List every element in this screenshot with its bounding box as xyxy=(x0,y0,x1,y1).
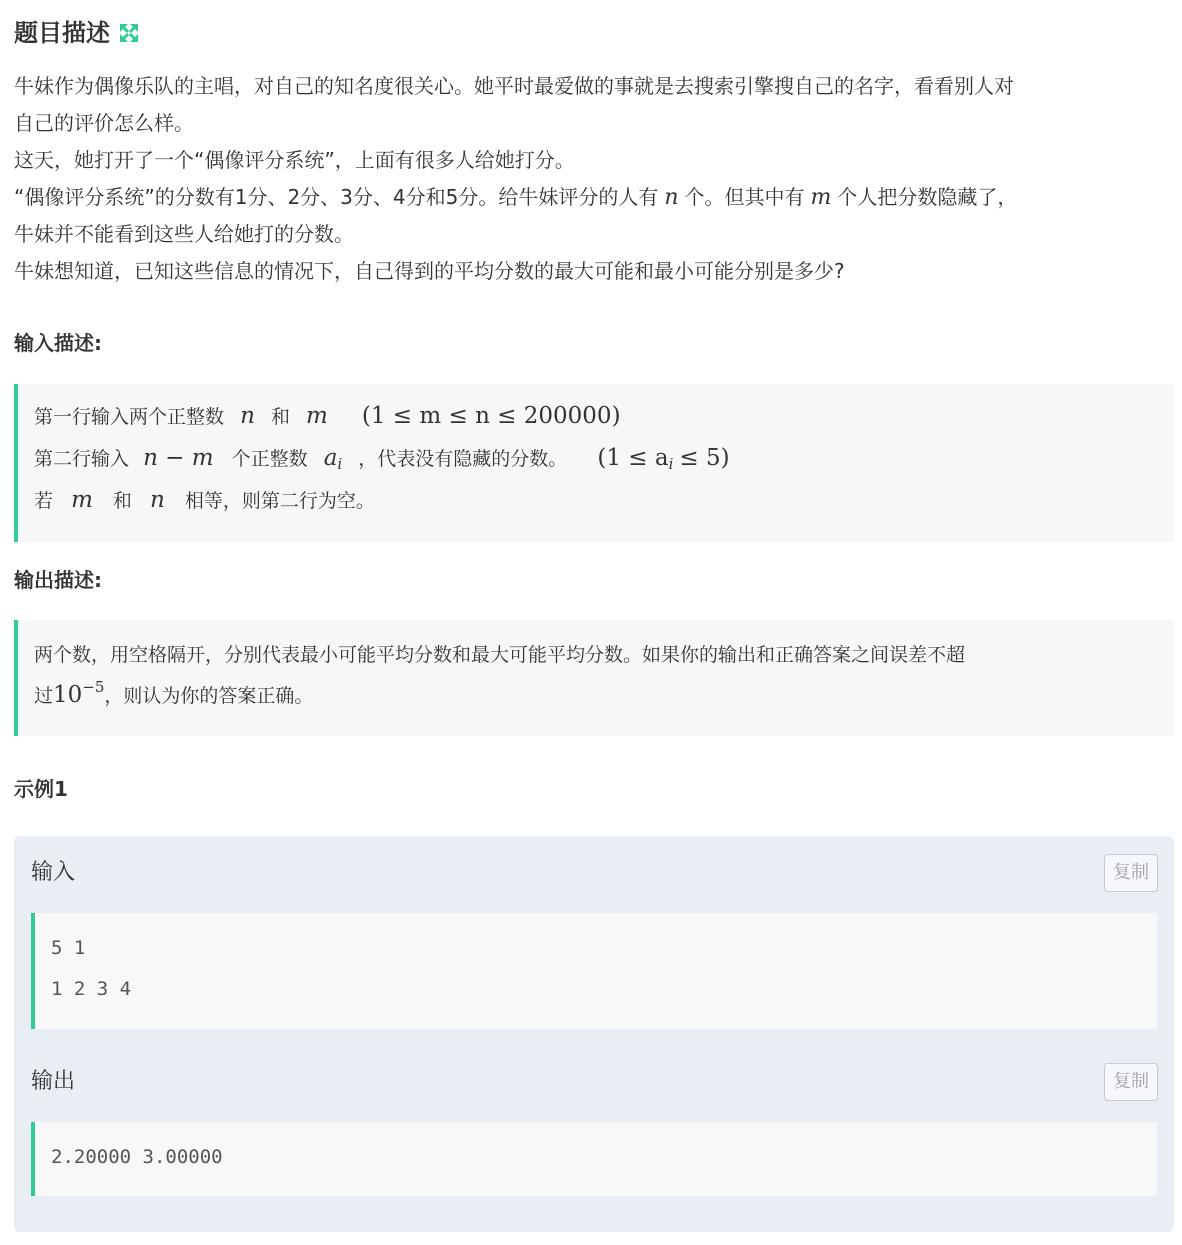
input-description-title: 输入描述: xyxy=(14,331,102,355)
input-text: 个正整数 xyxy=(231,448,308,470)
output-text: ，则认为你的答案正确。 xyxy=(104,685,314,707)
copy-input-button[interactable]: 复制 xyxy=(1104,854,1158,892)
desc-line: 自己的评价怎么样。 xyxy=(14,111,194,135)
input-line-3 xyxy=(34,486,375,513)
page-title: 题目描述 xyxy=(14,19,110,47)
var-n: n xyxy=(149,487,165,513)
range-a: (1 ≤ a xyxy=(597,445,669,471)
code-line: 5 1 xyxy=(51,937,86,959)
expand-icon[interactable] xyxy=(118,22,140,44)
desc-line: 牛妹想知道，已知这些信息的情况下，自己得到的平均分数的最大可能和最小可能分别是多少? xyxy=(14,259,845,283)
var-m: m xyxy=(810,185,832,210)
output-description-title: 输出描述: xyxy=(14,568,102,592)
input-text: 和 xyxy=(112,490,132,512)
input-text: 相等，则第二行为空。 xyxy=(184,490,375,512)
range-b: ≤ 5) xyxy=(679,445,730,471)
power-base: 10 xyxy=(53,682,83,708)
var-a: a xyxy=(323,445,338,471)
desc-line: 牛妹作为偶像乐队的主唱，对自己的知名度很关心。她平时最爱做的事就是去搜索引擎搜自己的名字，看看别人对 xyxy=(14,74,1014,98)
desc-line: 牛妹并不能看到这些人给她打的分数。 xyxy=(14,222,354,246)
power-exponent: −5 xyxy=(82,678,105,696)
output-text: 过 xyxy=(34,685,54,707)
var-m: m xyxy=(71,487,93,513)
var-n: n xyxy=(240,403,255,429)
input-text: 第二行输入 xyxy=(34,448,130,470)
desc-text: 个。但其中有 xyxy=(684,185,805,209)
example-output-label: 输出 xyxy=(31,1069,76,1094)
var-a-subscript: i xyxy=(337,455,343,473)
range-a-subscript: i xyxy=(668,455,674,473)
example-output-code[interactable] xyxy=(31,1122,1157,1196)
desc-line xyxy=(14,179,1174,216)
title-row xyxy=(14,14,140,52)
code-line: 2.20000 3.00000 xyxy=(51,1146,223,1168)
input-text: 第一行输入两个正整数 xyxy=(34,406,225,428)
desc-text: 个人把分数隐藏了， xyxy=(837,185,1018,209)
code-line: 1 2 3 4 xyxy=(51,978,132,1000)
input-text: ，代表没有隐藏的分数。 xyxy=(358,448,568,470)
input-line-1 xyxy=(34,402,621,429)
input-line-2 xyxy=(34,444,730,473)
copy-output-button[interactable]: 复制 xyxy=(1104,1063,1158,1101)
problem-description xyxy=(14,68,1174,290)
example-input-label: 输入 xyxy=(31,860,76,885)
example-card xyxy=(14,836,1174,1232)
output-line-1: 两个数，用空格隔开，分别代表最小可能平均分数和最大可能平均分数。如果你的输出和正确答案之间误差不超 xyxy=(34,644,966,666)
output-line-2 xyxy=(34,678,313,708)
var-m: m xyxy=(306,403,328,429)
var-n: n xyxy=(664,185,679,210)
output-description-box xyxy=(14,620,1174,736)
desc-text: “偶像评分系统”的分数有1分、2分、3分、4分和5分。给牛妹评分的人有 xyxy=(14,185,659,209)
example-title: 示例1 xyxy=(14,777,68,801)
example-input-code[interactable] xyxy=(31,913,1157,1029)
desc-line: 这天，她打开了一个“偶像评分系统”，上面有很多人给她打分。 xyxy=(14,148,575,172)
input-description-box xyxy=(14,384,1174,542)
input-text: 若 xyxy=(34,490,54,512)
range-expr: (1 ≤ m ≤ n ≤ 200000) xyxy=(361,403,621,429)
input-text: 和 xyxy=(270,406,290,428)
expr-n-minus-m: n − m xyxy=(143,445,214,471)
